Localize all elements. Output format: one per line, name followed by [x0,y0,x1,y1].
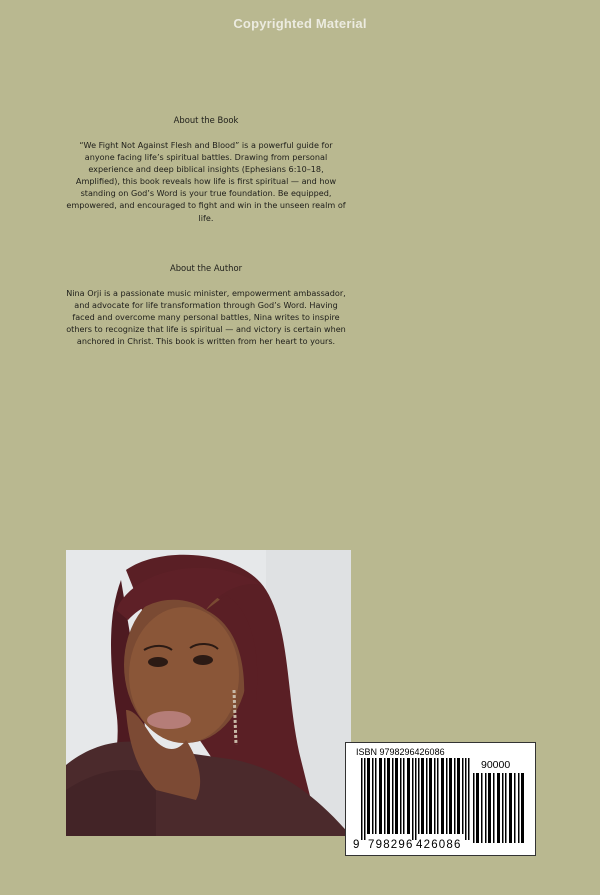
price-addon-bars [473,773,525,843]
author-photo [66,550,351,836]
barcode-digits-right: 426086 [416,839,462,851]
about-author-text: Nina Orji is a passionate music minister, empowerment ambassador, and advocate for life transformation through God’s Word. Having faced and overcome many personal battles, Nina writes to inspire others to recognize that life is spiritual — and victory is certain when anchored in Christ. This book is written from her heart to yours. [66,288,346,347]
about-book-heading: About the Book [173,115,239,125]
about-author-heading: About the Author [169,263,243,273]
barcode-bars [361,758,471,840]
barcode-digit-first: 9 [353,839,360,851]
barcode-digits-left: 798296 [368,839,414,851]
isbn-text: ISBN 9798296426086 [356,747,445,757]
about-book-text: “We Fight Not Against Flesh and Blood” is a powerful guide for anyone facing life’s spiritual battles. Drawing from personal experience and deep biblical insights (Ephesians 6:10–18, Amplified), this book reveals how life is first spiritual — and how standing on God’s Word is your true foundation. Be equipped, empowered, and encouraged to fight and win in the unseen realm of life. [66,140,346,223]
copyright-watermark: Copyrighted Material [233,16,367,31]
price-code: 90000 [481,759,511,771]
isbn-barcode [345,742,536,856]
